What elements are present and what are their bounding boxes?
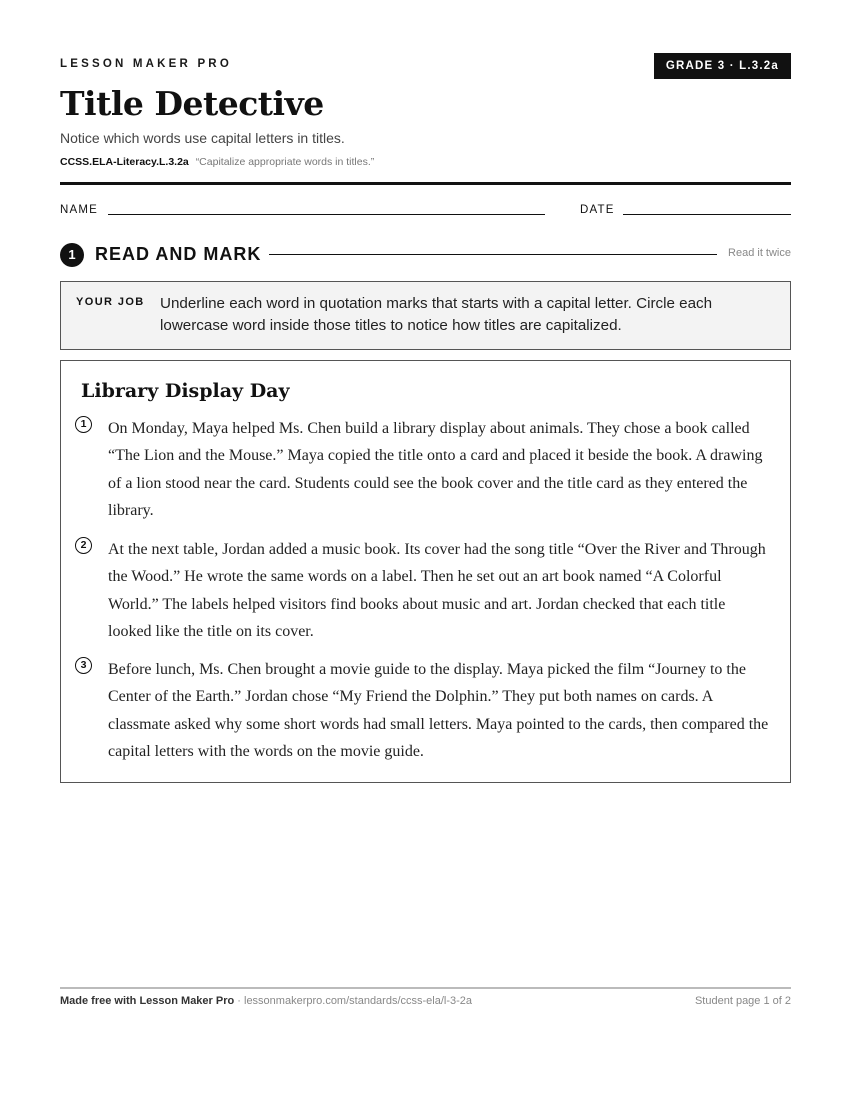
worksheet-page (60, 0, 791, 1100)
footer-credit (60, 995, 472, 1007)
footer-divider (60, 987, 791, 989)
passage-title: Library Display Day (81, 380, 290, 402)
section-title: READ AND MARK (95, 244, 262, 264)
page-title: Title Detective (60, 84, 324, 123)
instructions-box (60, 281, 791, 350)
header-divider (60, 182, 791, 185)
date-field[interactable] (623, 214, 791, 215)
section-note: Read it twice (728, 247, 791, 259)
paragraph-text: Before lunch, Ms. Chen brought a movie guide to the display. Maya picked the film “Journey to the Center of the Earth.” Jordan chose “My Friend the Dolphin.” They put both names on cards. A classmate asked why some short words had small letters. Maya pointed to the cards, then compared the capital letters with the words on the movie guide. (108, 661, 769, 760)
footer-made-with: Made free with Lesson Maker Pro (60, 995, 235, 1007)
paragraph-text: On Monday, Maya helped Ms. Chen build a library display about animals. They chose a book called “The Lion and the Mouse.” Maya copied the title onto a card and placed it beside the book. A drawing of a lion stood near the card. Students could see the book cover and the title card as they entered the library. (108, 420, 763, 519)
instructions-label: YOUR JOB (76, 296, 145, 308)
standard-code: CCSS.ELA-Literacy.L.3.2a (60, 156, 189, 168)
paragraph-number: 2 (75, 537, 92, 554)
footer-separator: · (234, 995, 244, 1007)
grade-badge: GRADE 3 · L.3.2a (654, 53, 791, 79)
section-divider (269, 254, 717, 255)
standard-line (60, 156, 374, 168)
name-label: NAME (60, 204, 99, 216)
standard-quote: “Capitalize appropriate words in titles.” (195, 156, 375, 168)
paragraph-text: At the next table, Jordan added a music book. Its cover had the song title “Over the River and Through the Wood.” He wrote the same words on a label. Then he set out an art book named “A Colorful World.” The labels helped visitors find books about music and art. Jordan checked that each title looked like the title on its cover. (108, 541, 766, 640)
section-number: 1 (60, 243, 84, 267)
paragraph-number: 3 (75, 657, 92, 674)
brand-name: LESSON MAKER PRO (60, 58, 232, 70)
name-field[interactable] (108, 214, 545, 215)
reading-passage (60, 360, 791, 783)
date-label: DATE (580, 204, 615, 216)
footer-page-number: Student page 1 of 2 (694, 995, 791, 1007)
page-subtitle: Notice which words use capital letters in titles. (60, 130, 345, 146)
paragraph-number: 1 (75, 416, 92, 433)
footer-url[interactable]: lessonmakerpro.com/standards/ccss-ela/l-3-2a (244, 995, 473, 1007)
instructions-text: Underline each word in quotation marks that starts with a capital letter. Circle each lowercase word inside those titles to notice how titles are capitalized. (160, 295, 713, 334)
